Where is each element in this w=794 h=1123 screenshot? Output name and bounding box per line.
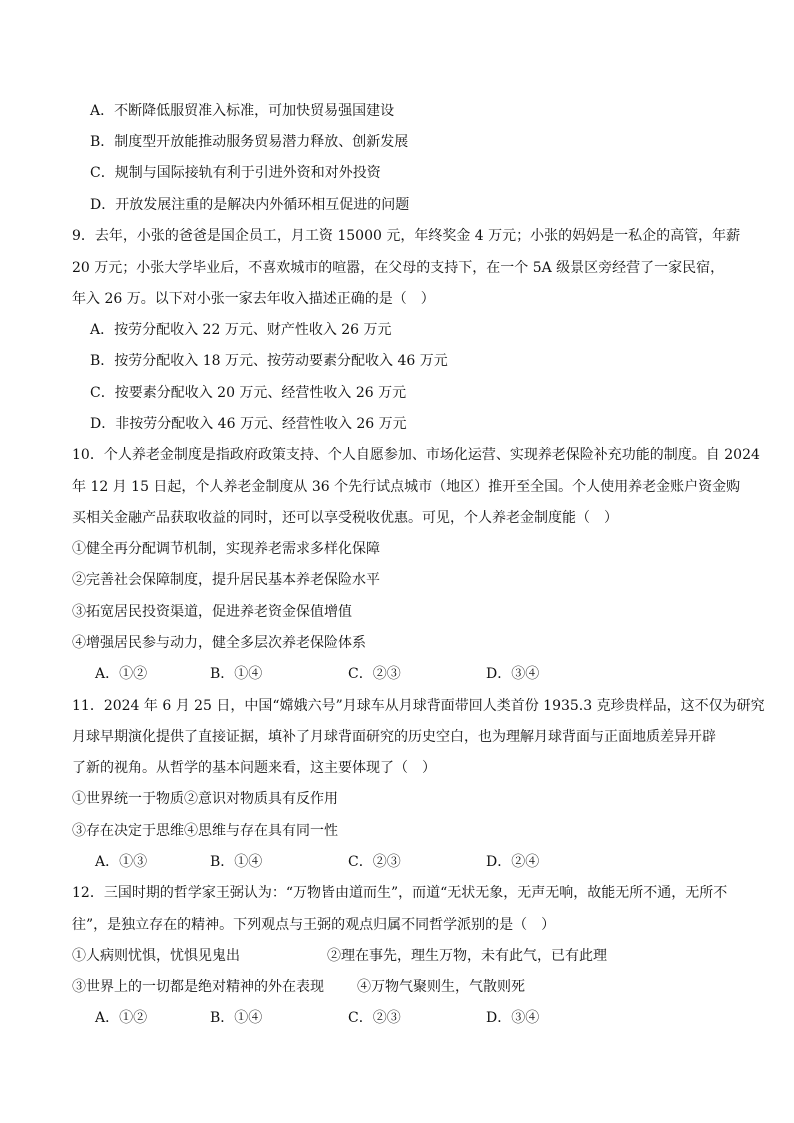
q12-items-row-1 bbox=[0, 946, 794, 966]
q8-option-c: C．规制与国际接轨有利于引进外资和对外投资 bbox=[90, 165, 381, 181]
q10-stem-line-3: 买相关金融产品获取收益的同时，还可以享受税收优惠。可见，个人养老金制度能（ ） bbox=[72, 510, 618, 526]
q11-choice-d: D．②④ bbox=[486, 854, 540, 870]
q8-option-d: D．开放发展注重的是解决内外循环相互促进的问题 bbox=[90, 197, 410, 213]
q12-item-2: ②理在事先，理生万物，未有此气，已有此理 bbox=[327, 948, 607, 964]
q9-option-d: D．非按劳分配收入 46 万元、经营性收入 26 万元 bbox=[90, 416, 407, 432]
q11-choice-c: C．②③ bbox=[348, 854, 401, 870]
q10-stem-line-1: 10．个人养老金制度是指政府政策支持、个人自愿参加、市场化运营、实现养老保险补充功能的制度。自 2024 bbox=[72, 447, 760, 463]
q11-choices bbox=[0, 852, 794, 872]
q12-items-row-2 bbox=[0, 977, 794, 997]
q8-option-a: A．不断降低服贸准入标准，可加快贸易强国建设 bbox=[90, 103, 395, 119]
q10-stem-line-2: 年 12 月 15 日起，个人养老金制度从 36 个先行试点城市（地区）推开至全国。个人使用养老金账户资金购 bbox=[72, 479, 741, 495]
q12-choice-b: B．①④ bbox=[210, 1010, 263, 1026]
q12-choices bbox=[0, 1008, 794, 1028]
q10-item-2: ②完善社会保障制度，提升居民基本养老保险水平 bbox=[72, 572, 380, 588]
q9-option-a: A．按劳分配收入 22 万元、财产性收入 26 万元 bbox=[90, 322, 392, 338]
q12-stem-line-1: 12．三国时期的哲学家王弼认为：“万物皆由道而生”，而道“无状无象，无声无响，故能无所不通，无所不 bbox=[72, 885, 728, 901]
q12-item-3: ③世界上的一切都是绝对精神的外在表现 bbox=[72, 979, 324, 995]
q10-choices bbox=[0, 664, 794, 684]
q10-item-1: ①健全再分配调节机制，实现养老需求多样化保障 bbox=[72, 541, 380, 557]
q12-stem-line-2: 往”，是独立存在的精神。下列观点与王弼的观点归属不同哲学派别的是（ ） bbox=[72, 917, 556, 933]
q12-item-4: ④万物气聚则生，气散则死 bbox=[357, 979, 525, 995]
q8-option-b: B．制度型开放能推动服务贸易潜力释放、创新发展 bbox=[90, 134, 409, 150]
q9-option-c: C．按要素分配收入 20 万元、经营性收入 26 万元 bbox=[90, 385, 407, 401]
q11-stem-line-1: 11．2024 年 6 月 25 日，中国“嫦娥六号”月球车从月球背面带回人类首份 1935.3 克珍贵样品，这不仅为研究 bbox=[72, 698, 765, 714]
q9-option-b: B．按劳分配收入 18 万元、按劳动要素分配收入 46 万元 bbox=[90, 353, 448, 369]
q11-choice-a: A．①③ bbox=[95, 854, 148, 870]
q11-stem-line-2: 月球早期演化提供了直接证据，填补了月球背面研究的历史空白，也为理解月球背面与正面地质差异开辟 bbox=[72, 729, 716, 745]
q12-choice-d: D．③④ bbox=[486, 1010, 540, 1026]
q11-item-1: ①世界统一于物质②意识对物质具有反作用 bbox=[72, 791, 338, 807]
q10-item-4: ④增强居民参与动力，健全多层次养老保险体系 bbox=[72, 635, 366, 651]
q11-choice-b: B．①④ bbox=[210, 854, 263, 870]
q10-choice-c: C．②③ bbox=[348, 666, 401, 682]
q10-choice-a: A．①② bbox=[95, 666, 148, 682]
q12-choice-c: C．②③ bbox=[348, 1010, 401, 1026]
q10-choice-d: D．③④ bbox=[486, 666, 540, 682]
q9-stem-line-3: 年入 26 万。以下对小张一家去年收入描述正确的是（ ） bbox=[72, 291, 435, 307]
q9-stem-line-2: 20 万元；小张大学毕业后，不喜欢城市的喧嚣，在父母的支持下，在一个 5A 级景区旁经营了一家民宿， bbox=[72, 260, 725, 276]
q9-stem-line-1: 9．去年，小张的爸爸是国企员工，月工资 15000 元，年终奖金 4 万元；小张的妈妈是一私企的高管，年薪 bbox=[72, 228, 741, 244]
q10-choice-b: B．①④ bbox=[210, 666, 263, 682]
q12-choice-a: A．①② bbox=[95, 1010, 148, 1026]
q10-item-3: ③拓宽居民投资渠道，促进养老资金保值增值 bbox=[72, 604, 352, 620]
q11-stem-line-3: 了新的视角。从哲学的基本问题来看，这主要体现了（ ） bbox=[72, 760, 436, 776]
q12-item-1: ①人病则忧惧，忧惧见鬼出 bbox=[72, 948, 240, 964]
q11-item-2: ③存在决定于思维④思维与存在具有同一性 bbox=[72, 823, 338, 839]
